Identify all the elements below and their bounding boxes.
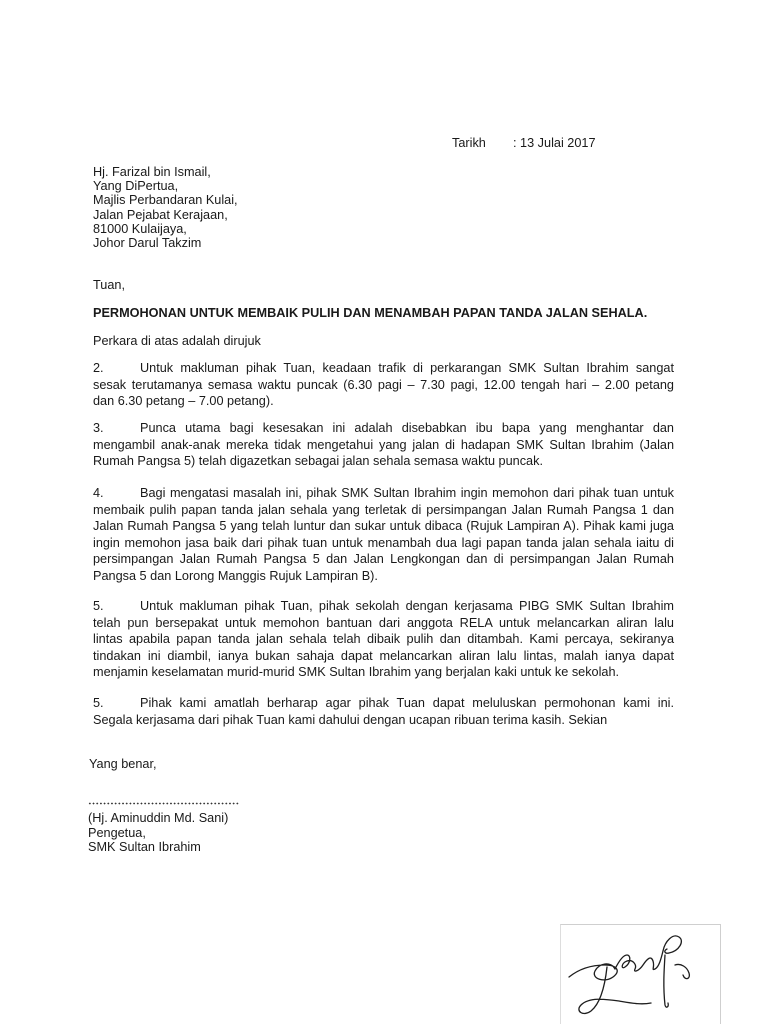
signatory-school: SMK Sultan Ibrahim bbox=[88, 840, 201, 854]
paragraph-line: sesak terutamanya semasa waktu puncak (6.30 pagi – 7.30 pagi, 12.00 tengah hari – 2.00 petang bbox=[93, 377, 674, 392]
paragraph-line: Jalan Rumah Pangsa 5 yang telah luntur dan sukar untuk dibaca (Rujuk Lampiran A). Pihak kami juga bbox=[93, 519, 674, 534]
date-value: : 13 Julai 2017 bbox=[513, 136, 596, 150]
signatory-name: (Hj. Aminuddin Md. Sani) bbox=[88, 811, 229, 825]
reference-line: Perkara di atas adalah dirujuk bbox=[93, 334, 261, 348]
paragraph-4 bbox=[93, 485, 674, 585]
paragraph-line bbox=[93, 695, 674, 712]
paragraph-3 bbox=[93, 420, 674, 470]
paragraph-line: Segala kerjasama dari pihak Tuan kami dahului dengan ucapan ribuan terima kasih. Sekian bbox=[93, 712, 608, 727]
paragraph-5 bbox=[93, 598, 674, 681]
signature-line bbox=[88, 802, 240, 805]
paragraph-2 bbox=[93, 360, 674, 410]
paragraph-line: telah pun bersepakat untuk memohon bantuan dari anggota RELA untuk melancarkan aliran lalu bbox=[93, 615, 674, 630]
paragraph-line: lintas apabila papan tanda jalan sehala telah dibaik pulih dan ditambah. Kami percaya, sekiranya bbox=[93, 632, 674, 647]
paragraph-line-text: Untuk makluman pihak Tuan, pihak sekolah dengan kerjasama PIBG SMK Sultan Ibrahim bbox=[140, 599, 674, 613]
signatory-block bbox=[88, 811, 228, 855]
signatory-position: Pengetua, bbox=[88, 825, 146, 840]
paragraph-line-text: Punca utama bagi kesesakan ini adalah disebabkan ibu bapa yang menghantar dan bbox=[140, 421, 674, 435]
paragraph-line: Rumah Pangsa 5) telah digazetkan sebagai jalan sehala semasa waktu puncak. bbox=[93, 454, 543, 469]
paragraph-line bbox=[93, 420, 674, 437]
paragraph-line bbox=[93, 485, 674, 502]
paragraph-line bbox=[93, 598, 674, 615]
paragraph-5-closing bbox=[93, 695, 674, 728]
paragraph-number: 5. bbox=[93, 599, 104, 613]
recipient-name: Hj. Farizal bin Ismail, bbox=[93, 165, 211, 179]
signature-scan-area bbox=[560, 924, 721, 1024]
paragraph-line-text: Bagi mengatasi masalah ini, pihak SMK Sultan Ibrahim ingin memohon dari pihak tuan untuk bbox=[140, 486, 674, 500]
paragraph-number: 2. bbox=[93, 361, 104, 375]
paragraph-number: 5. bbox=[93, 696, 104, 710]
recipient-address bbox=[93, 165, 238, 250]
paragraph-number: 3. bbox=[93, 421, 104, 435]
paragraph-line: Pangsa 5 dan Lorong Manggis Rujuk Lampiran B). bbox=[93, 568, 378, 583]
signature-stroke bbox=[579, 967, 651, 1013]
paragraph-line: ingin memohon jasa baik dari pihak tuan untuk menambah dua lagi papan tanda jalan sehala iaitu di bbox=[93, 535, 674, 550]
salutation: Tuan, bbox=[93, 278, 125, 292]
recipient-postcode-city: 81000 Kulaijaya, bbox=[93, 221, 187, 236]
recipient-title: Yang DiPertua, bbox=[93, 179, 179, 194]
subject-heading: PERMOHONAN UNTUK MEMBAIK PULIH DAN MENAMBAH PAPAN TANDA JALAN SEHALA. bbox=[93, 306, 648, 320]
paragraph-line-text: Untuk makluman pihak Tuan, keadaan trafik di perkarangan SMK Sultan Ibrahim sangat bbox=[140, 361, 674, 375]
signature-stroke bbox=[615, 951, 663, 971]
signature-stroke bbox=[675, 964, 689, 978]
date-label: Tarikh bbox=[452, 136, 486, 150]
paragraph-number: 4. bbox=[93, 486, 104, 500]
recipient-street: Jalan Pejabat Kerajaan, bbox=[93, 207, 228, 222]
paragraph-line-text: Pihak kami amatlah berharap agar pihak Tuan dapat meluluskan permohonan kami ini. bbox=[140, 696, 674, 710]
signature-stroke bbox=[569, 964, 617, 980]
paragraph-line: tindakan ini diambil, ianya bukan sahaja dapat melancarkan aliran lalu lintas, malah ianya dapat bbox=[93, 648, 674, 663]
paragraph-line bbox=[93, 360, 674, 377]
paragraph-line: menjamin keselamatan murid-murid SMK Sultan Ibrahim yang berjalan kaki untuk ke sekolah. bbox=[93, 665, 620, 680]
recipient-organization: Majlis Perbandaran Kulai, bbox=[93, 193, 238, 208]
paragraph-line: membaik pulih papan tanda jalan sehala yang terletak di persimpangan Jalan Rumah Pangsa 1 dan bbox=[93, 502, 674, 517]
paragraph-line: dan 6.30 petang – 7.00 petang). bbox=[93, 394, 274, 409]
signature-stroke bbox=[663, 936, 681, 953]
recipient-state: Johor Darul Takzim bbox=[93, 236, 202, 251]
closing: Yang benar, bbox=[89, 757, 157, 771]
paragraph-line: mengambil anak-anak mereka tidak mengetahui yang jalan di hadapan SMK Sultan Ibrahim (Jalan bbox=[93, 437, 674, 452]
paragraph-line: persimpangan Jalan Rumah Pangsa 5 dan Jalan Lengkongan dan di persimpangan Jalan Rumah bbox=[93, 552, 674, 567]
signature bbox=[561, 925, 720, 1024]
signature-stroke bbox=[664, 955, 668, 1007]
